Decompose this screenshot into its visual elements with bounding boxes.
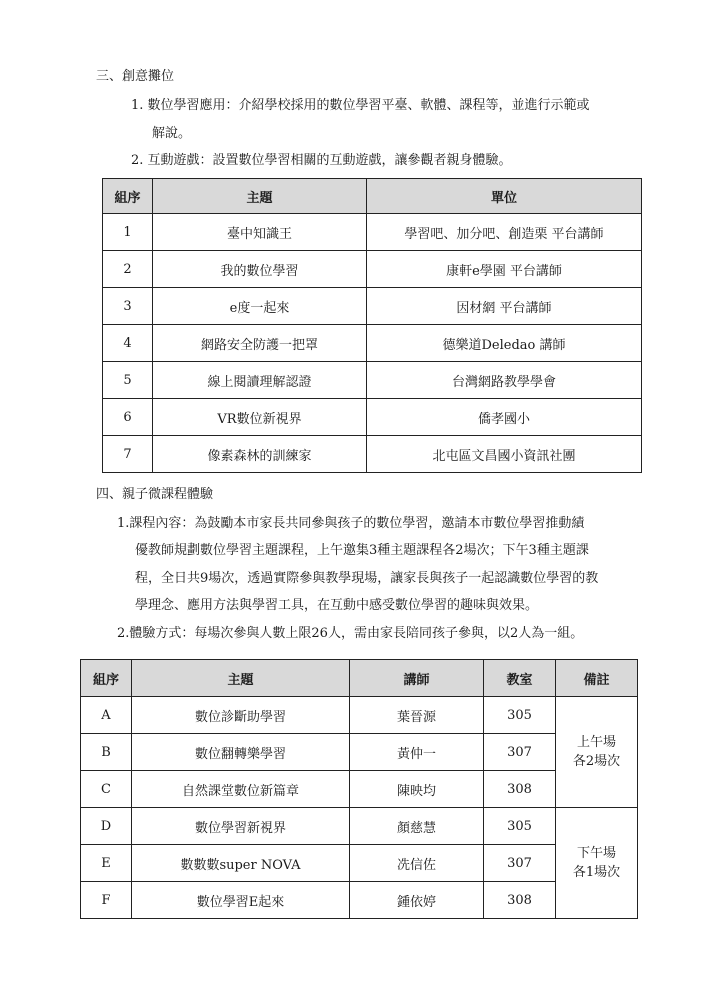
cell-group: 1 (103, 214, 153, 251)
cell-classroom: 307 (484, 845, 556, 882)
table-row (103, 436, 642, 473)
cell-topic: 數位學習E起來 (132, 882, 350, 919)
course-table-header (81, 660, 638, 697)
cell-group: 2 (103, 251, 153, 288)
cell-instructor: 葉晉源 (350, 697, 484, 734)
table-row (81, 808, 638, 845)
cell-classroom: 305 (484, 808, 556, 845)
cell-topic: 我的數位學習 (153, 251, 367, 288)
table-row (103, 325, 642, 362)
cell-group: 5 (103, 362, 153, 399)
booth-table-header (103, 179, 642, 214)
section3-item1-line1: 1. 數位學習應用：介紹學校採用的數位學習平臺、軟體、課程等，並進行示範或 (131, 98, 590, 113)
cell-classroom: 307 (484, 734, 556, 771)
section4-item1-line4: 學理念、應用方法與學習工具，在互動中感受數位學習的趣味與效果。 (135, 598, 539, 613)
section4-item1-line1: 1.課程內容：為鼓勵本市家長共同參與孩子的數位學習，邀請本市數位學習推動績 (117, 516, 585, 531)
section3-item2: 2. 互動遊戲：設置數位學習相關的互動遊戲，讓參觀者親身體驗。 (131, 153, 512, 168)
section3-heading: 三、創意攤位 (96, 69, 175, 84)
section3-item1-line2: 解說。 (152, 126, 192, 141)
cell-classroom: 308 (484, 882, 556, 919)
cell-classroom: 308 (484, 771, 556, 808)
cell-topic: VR數位新視界 (153, 399, 367, 436)
cell-topic: 臺中知識王 (153, 214, 367, 251)
table-row (81, 734, 638, 771)
cell-topic: 數數數super NOVA (132, 845, 350, 882)
cell-remarks-morning (556, 697, 638, 808)
col-header-unit: 單位 (367, 179, 642, 214)
section4-item1-line3: 程，全日共9場次，透過實際參與教學現場，讓家長與孩子一起認識數位學習的教 (135, 571, 599, 586)
section4-item2: 2.體驗方式：每場次參與人數上限26人，需由家長陪同孩子參與，以2人為一組。 (117, 626, 584, 641)
cell-unit: 德樂道Deledao 講師 (367, 325, 642, 362)
cell-unit: 康軒e學園 平台講師 (367, 251, 642, 288)
cell-topic: 線上閱讀理解認證 (153, 362, 367, 399)
cell-instructor: 顏慈慧 (350, 808, 484, 845)
course-table (80, 659, 638, 919)
remarks-afternoon-line1: 下午場 (576, 846, 616, 861)
table-row (103, 362, 642, 399)
section4-heading: 四、親子微課程體驗 (96, 487, 214, 502)
cell-instructor: 鍾依婷 (350, 882, 484, 919)
cell-classroom: 305 (484, 697, 556, 734)
cell-group: 6 (103, 399, 153, 436)
table-row (103, 251, 642, 288)
col-header-group: 組序 (81, 660, 132, 697)
booth-table (102, 178, 642, 473)
cell-instructor: 冼信佐 (350, 845, 484, 882)
col-header-group: 組序 (103, 179, 153, 214)
cell-instructor: 陳映均 (350, 771, 484, 808)
col-header-topic: 主題 (132, 660, 350, 697)
table-row (81, 882, 638, 919)
col-header-remarks: 備註 (556, 660, 638, 697)
cell-topic: 像素森林的訓練家 (153, 436, 367, 473)
table-row (103, 399, 642, 436)
cell-topic: 網路安全防護一把罩 (153, 325, 367, 362)
cell-group: E (81, 845, 132, 882)
cell-group: 7 (103, 436, 153, 473)
cell-topic: 自然課堂數位新篇章 (132, 771, 350, 808)
remarks-afternoon-line2: 各1場次 (572, 865, 621, 880)
col-header-topic: 主題 (153, 179, 367, 214)
cell-unit: 因材網 平台講師 (367, 288, 642, 325)
cell-topic: e度一起來 (153, 288, 367, 325)
cell-group: F (81, 882, 132, 919)
cell-group: A (81, 697, 132, 734)
table-row (103, 288, 642, 325)
remarks-morning-line1: 上午場 (576, 735, 616, 750)
table-row (81, 697, 638, 734)
cell-unit: 北屯區文昌國小資訊社團 (367, 436, 642, 473)
col-header-instructor: 講師 (350, 660, 484, 697)
section4-item1-line2: 優教師規劃數位學習主題課程，上午邀集3種主題課程各2場次；下午3種主題課 (135, 543, 589, 558)
cell-unit: 台灣網路教學學會 (367, 362, 642, 399)
cell-topic: 數位診斷助學習 (132, 697, 350, 734)
cell-group: D (81, 808, 132, 845)
remarks-morning-line2: 各2場次 (572, 754, 621, 769)
table-row (81, 845, 638, 882)
table-row (103, 214, 642, 251)
cell-group: 3 (103, 288, 153, 325)
table-row (81, 771, 638, 808)
cell-remarks-afternoon (556, 808, 638, 919)
cell-instructor: 黃仲一 (350, 734, 484, 771)
cell-group: B (81, 734, 132, 771)
cell-topic: 數位翻轉樂學習 (132, 734, 350, 771)
cell-topic: 數位學習新視界 (132, 808, 350, 845)
cell-unit: 學習吧、加分吧、創造栗 平台講師 (367, 214, 642, 251)
cell-group: 4 (103, 325, 153, 362)
cell-unit: 僑孝國小 (367, 399, 642, 436)
cell-group: C (81, 771, 132, 808)
col-header-classroom: 教室 (484, 660, 556, 697)
